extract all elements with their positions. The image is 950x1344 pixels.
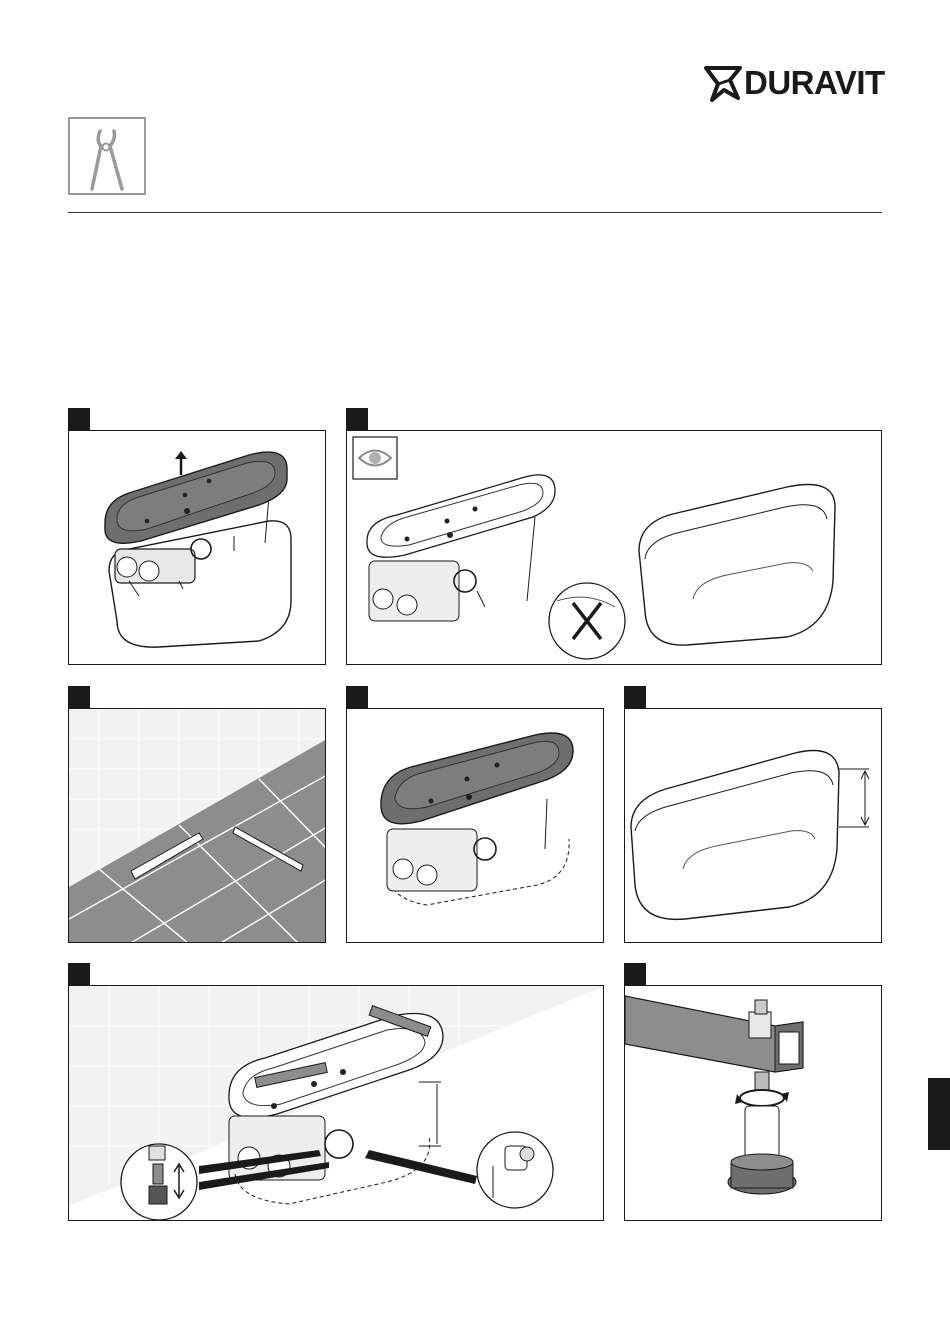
- illustration-foot-detail: [625, 986, 882, 1221]
- section-tab: [928, 1078, 950, 1150]
- illustration-inspect: [347, 431, 882, 665]
- step-panel-2: [346, 430, 882, 665]
- step-marker-4: [346, 686, 368, 708]
- duravit-logo: [704, 62, 890, 104]
- step-marker-1: [68, 408, 90, 430]
- step-panel-6: [68, 985, 604, 1221]
- step-panel-1: [68, 430, 326, 665]
- illustration-place-shell: [347, 709, 604, 943]
- brand-name: DURAVIT: [744, 64, 885, 101]
- tool-icon-box: [68, 117, 146, 195]
- step-marker-5: [624, 686, 646, 708]
- step-marker-3: [68, 686, 90, 708]
- step-panel-4: [346, 708, 604, 943]
- step-marker-6: [68, 963, 90, 985]
- duravit-logo-mark: [704, 62, 744, 104]
- illustration-floor-level: [69, 709, 326, 943]
- illustration-lift-shell: [69, 431, 326, 665]
- illustration-measure-height: [625, 709, 882, 943]
- step-panel-5: [624, 708, 882, 943]
- pliers-icon: [70, 119, 144, 193]
- step-panel-7: [624, 985, 882, 1221]
- step-panel-3: [68, 708, 326, 943]
- step-marker-2: [346, 408, 368, 430]
- header-rule: [68, 212, 882, 213]
- illustration-adjust-feet: [69, 986, 604, 1221]
- step-marker-7: [624, 963, 646, 985]
